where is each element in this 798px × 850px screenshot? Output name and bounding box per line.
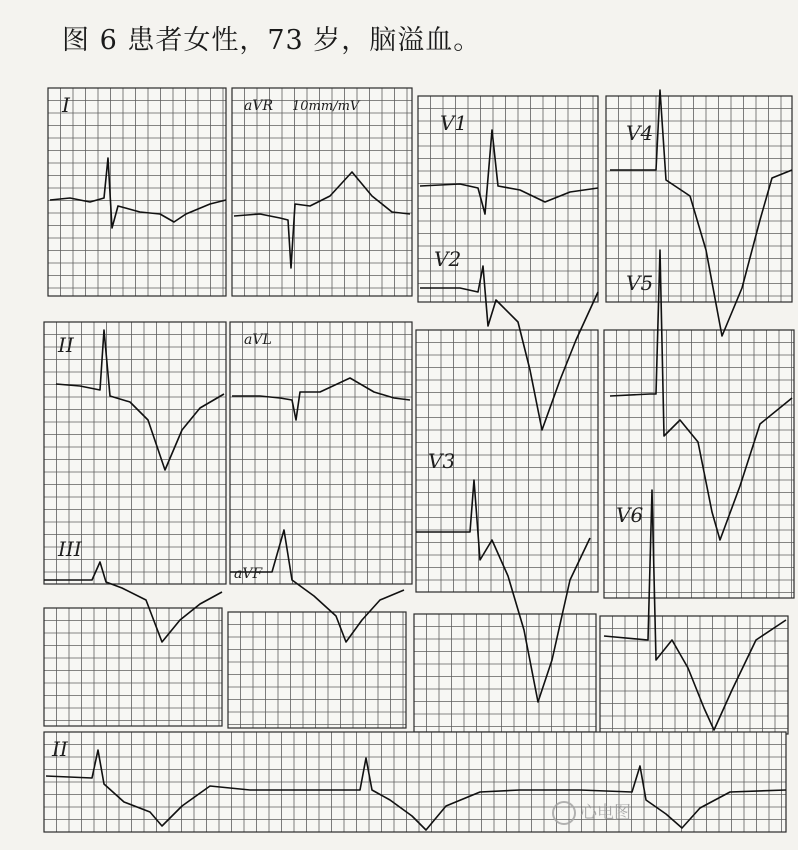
lead-label-v6: V6 (616, 503, 644, 527)
ecg-panel-6 (230, 322, 412, 584)
lead-label-ii: II (58, 333, 74, 357)
watermark-text: 心电图 (580, 803, 631, 823)
lead-label-iii: III (58, 537, 82, 561)
lead-label-avf: aVF (234, 566, 263, 582)
ecg-panel-10 (228, 612, 406, 728)
lead-label-v4: V4 (626, 121, 654, 145)
lead-label-i: I (62, 93, 70, 117)
wechat-icon (552, 801, 576, 825)
calibration-label: 10mm/mV (292, 99, 360, 114)
lead-label-v3: V3 (428, 449, 456, 473)
lead-label-iir: II (52, 737, 68, 761)
ecg-panel-8 (604, 330, 794, 598)
lead-label-avl: aVL (244, 332, 272, 348)
watermark (552, 798, 631, 825)
lead-label-v2: V2 (434, 247, 462, 271)
figure-caption: 图 6 患者女性，73 岁，脑溢血。 (62, 25, 482, 56)
lead-label-v5: V5 (626, 271, 654, 295)
lead-label-avr: aVR (244, 98, 273, 114)
ecg-panel-2 (232, 88, 412, 296)
lead-label-v1: V1 (440, 111, 468, 135)
ecg-panel-1 (48, 88, 226, 296)
